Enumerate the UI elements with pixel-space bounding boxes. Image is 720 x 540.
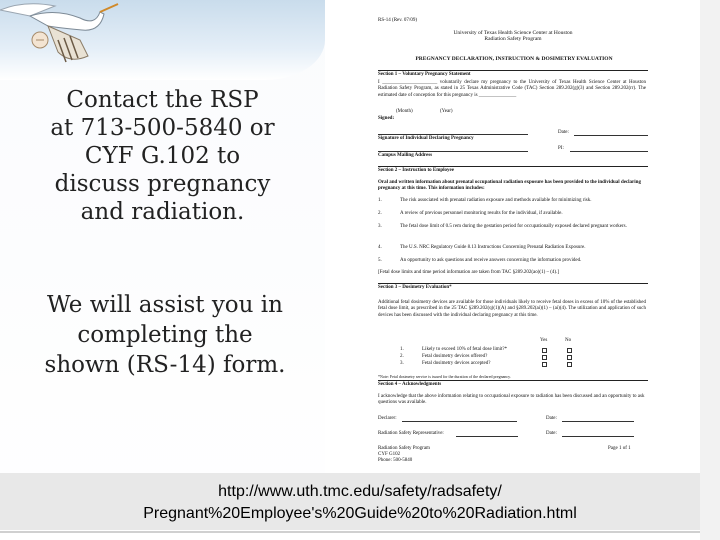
- page-number: Page 1 of 1: [608, 446, 631, 451]
- pi-line: [570, 151, 648, 152]
- footer-line: Radiation Safety Program: [378, 446, 430, 451]
- rsr-line: [456, 436, 518, 437]
- no-header: No: [565, 338, 572, 343]
- right-margin: [700, 0, 720, 540]
- section-2-heading: Section 2 – Instruction to Employee: [378, 166, 648, 174]
- section-1-text: I ______________________ voluntarily declare my pregnancy to the University of Texas Health Science Center at Houston Radiation Safety Program, as stated in 25 Texas Administrative Code (TAC) Section 289.202(g)(3) and Section 289.202(rr). The estimated date of conception for this pregnancy is _______________: [378, 80, 646, 98]
- section-4-text: I acknowledge that the above information relating to occupational exposure to radiation has been discussed and an opportunity to ask questions was available.: [378, 394, 645, 406]
- assist-message: [20, 290, 310, 380]
- date-label: Date:: [546, 431, 557, 436]
- question-text: Fetal dosimetry devices offered?: [422, 354, 488, 359]
- rsr-label: Radiation Safety Representative:: [378, 431, 444, 436]
- no-checkbox[interactable]: [567, 362, 572, 367]
- source-url[interactable]: [0, 481, 720, 525]
- section-1-heading: Section 1 – Voluntary Pregnancy Statement: [378, 70, 648, 78]
- footer-line: Phone: 500-5840: [378, 458, 413, 463]
- declarer-label: Declarer:: [378, 416, 397, 421]
- question-number: 1.: [400, 347, 404, 352]
- date-label: Date:: [558, 130, 569, 135]
- yes-checkbox[interactable]: [542, 355, 547, 360]
- date-label: Date:: [546, 416, 557, 421]
- url-line[interactable]: http://www.uth.tmc.edu/safety/radsafety/: [218, 483, 502, 500]
- item-text: An opportunity to ask questions and receive answers concerning the information provided.: [400, 258, 582, 263]
- form-header-line: Radiation Safety Program: [484, 36, 542, 43]
- form-title: PREGNANCY DECLARATION, INSTRUCTION & DOSIMETRY EVALUATION: [415, 56, 613, 62]
- yes-header: Yes: [540, 338, 548, 343]
- date-line: [562, 436, 634, 437]
- message-line: completing the: [77, 322, 253, 348]
- form-revision: RS-14 (Rev. 07/09): [378, 18, 417, 23]
- no-checkbox[interactable]: [567, 348, 572, 353]
- month-label: (Month): [396, 109, 413, 114]
- question-text: Fetal dosimetry devices accepted?: [422, 361, 491, 366]
- question-number: 3.: [400, 361, 404, 366]
- message-line: CYF G.102 to: [84, 143, 241, 169]
- form-header: [418, 30, 608, 42]
- item-text: The risk associated with prenatal radiation exposure and methods available for minimizing risk.: [400, 198, 592, 203]
- item-number: 4.: [378, 245, 382, 250]
- footer-line: CYF G102: [378, 452, 401, 457]
- year-label: (Year): [440, 109, 453, 114]
- section-2-text: Oral and written information about prenatal occupational radiation exposure has been provided to the individual declaring pregnancy at this time. This information includes:: [378, 180, 641, 192]
- no-checkbox[interactable]: [567, 355, 572, 360]
- message-line: We will assist you in: [47, 292, 283, 318]
- message-line: at 713-500-5840 or: [50, 115, 275, 141]
- section-4-heading: Section 4 – Acknowledgments: [378, 380, 648, 388]
- address-line: [378, 151, 528, 152]
- stork-icon: [0, 0, 120, 75]
- bottom-divider: [0, 531, 700, 533]
- question-text: Likely to exceed 10% of fetal dose limit?*: [422, 347, 508, 352]
- item-number: 3.: [378, 224, 382, 229]
- signature-line: [378, 134, 528, 135]
- message-line: Contact the RSP: [66, 87, 259, 113]
- yes-checkbox[interactable]: [542, 362, 547, 367]
- left-panel: [0, 0, 325, 540]
- item-text: A review of previous personnel monitoring results for the individual, if available.: [400, 211, 563, 216]
- message-line: discuss pregnancy: [54, 171, 271, 197]
- yes-checkbox[interactable]: [542, 348, 547, 353]
- signed-label: Signed:: [378, 116, 395, 121]
- section-3-text: Additional fetal dosimetry devices are available for those individuals likely to receive fetal doses in excess of 10% of the established fetal dose limit, as prescribed in the 25 TAC §289.202(q)(1)(A) and §289.202(ai)(1) – (ai)(4). The utilization and application of such devices has been discussed with the individual declaring pregnancy at this time.: [378, 300, 646, 318]
- message-line: and radiation.: [80, 199, 245, 225]
- form-footer: [378, 446, 430, 464]
- declarer-line: [402, 421, 517, 422]
- form-header-line: University of Texas Health Science Center at Houston: [453, 30, 573, 36]
- item-number: 5.: [378, 258, 382, 263]
- message-line: shown (RS-14) form.: [44, 352, 286, 378]
- date-line: [574, 135, 648, 136]
- section-3-heading: Section 3 – Dosimetry Evaluation*: [378, 283, 648, 291]
- item-text: The fetal dose limit of 0.5 rem during the gestation period for occupationally exposed declared pregnant workers.: [400, 224, 627, 229]
- item-number: 2.: [378, 211, 382, 216]
- url-line[interactable]: Pregnant%20Employee's%20Guide%20to%20Radiation.html: [143, 505, 577, 522]
- item-text: The U.S. NRC Regulatory Guide 8.13 Instructions Concerning Prenatal Radiation Exposure.: [400, 245, 586, 250]
- contact-message: [40, 86, 285, 226]
- item-number: 1.: [378, 198, 382, 203]
- campus-address-label: Campus Mailing Address: [378, 153, 433, 158]
- pi-label: PI:: [558, 146, 564, 151]
- section-3-note: *Note: Fetal dosimetry service is issued for the duration of the declared pregnancy.: [378, 374, 511, 379]
- signature-label: Signature of Individual Declaring Pregnancy: [378, 136, 474, 141]
- section-2-note: [Fetal dose limits and time period information are taken from TAC §289.202(ao)(1) – (4).]: [378, 270, 559, 275]
- date-line: [562, 421, 634, 422]
- question-number: 2.: [400, 354, 404, 359]
